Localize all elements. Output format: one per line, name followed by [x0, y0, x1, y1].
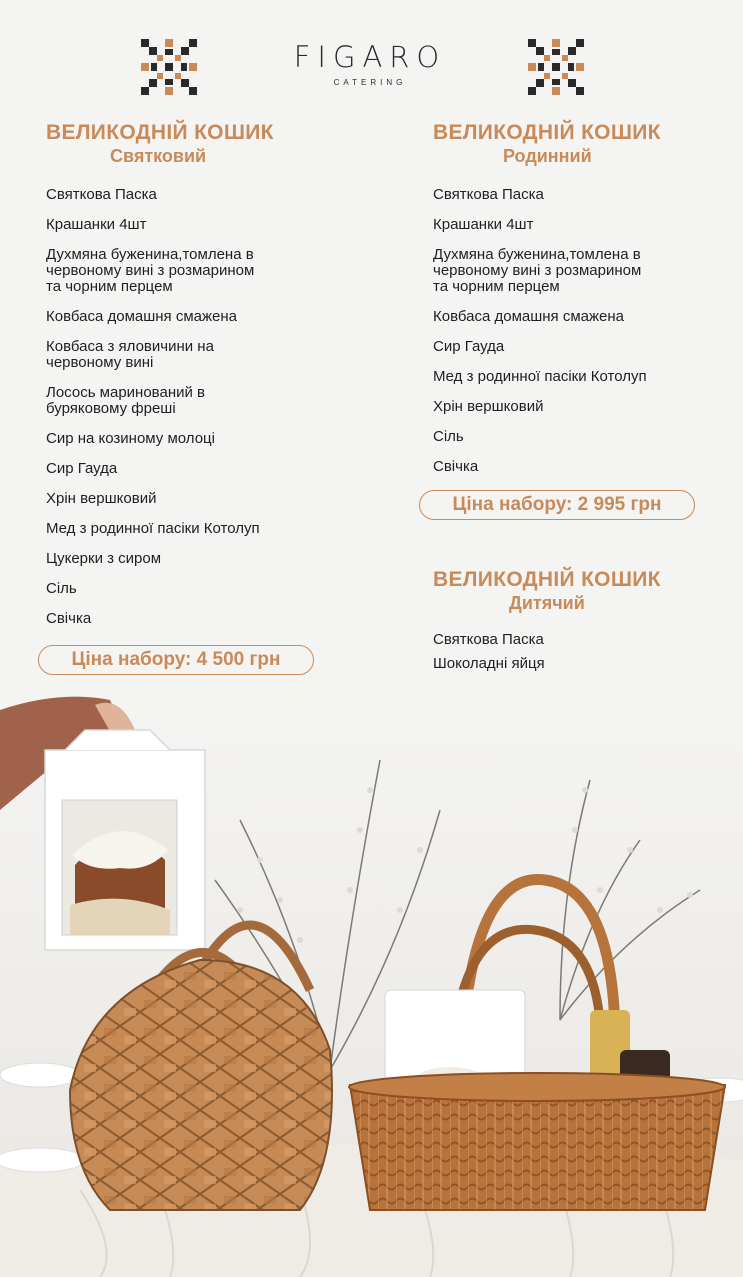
list-item: Хрін вершковий [433, 398, 544, 415]
ornament-icon [139, 37, 199, 97]
brand-subtitle: CATERING [333, 78, 407, 87]
price-badge: Ціна набору: 4 500 грн [38, 645, 314, 675]
list-item: Духмяна буженина,томлена в червоному вині з розмарином та чорним перцем [433, 246, 642, 295]
item-list [433, 187, 733, 475]
list-item: Цукерки з сиром [46, 550, 162, 567]
list-item: Мед з родинної пасіки Котолуп [46, 520, 260, 537]
list-item: Ковбаса домашня смажена [46, 308, 237, 325]
list-item: Шоколадні яйця [433, 655, 545, 672]
item-list [46, 187, 346, 627]
brand-logo [270, 42, 470, 87]
item-list [433, 632, 733, 672]
basket-title: ВЕЛИКОДНІЙ КОШИК [433, 568, 661, 591]
basket-subtitle: Святковий [110, 146, 207, 166]
basket-subtitle: Родинний [503, 146, 592, 166]
basket-title: ВЕЛИКОДНІЙ КОШИК [433, 121, 661, 144]
basket-festive [46, 121, 346, 641]
list-item: Духмяна буженина,томлена в червоному вині з розмарином та чорним перцем [46, 246, 255, 295]
list-item: Свічка [46, 610, 92, 627]
list-item: Сіль [46, 580, 77, 597]
list-item: Сир Гауда [433, 338, 505, 355]
list-item: Ковбаса домашня смажена [433, 308, 624, 325]
ornament-icon [526, 37, 586, 97]
list-item: Свічка [433, 458, 479, 475]
basket-family [433, 121, 733, 489]
basket-subtitle: Дитячий [509, 593, 585, 613]
list-item: Сіль [433, 428, 464, 445]
list-item: Крашанки 4шт [46, 216, 147, 233]
list-item: Святкова Паска [433, 631, 544, 648]
brand-name: FIGARO [293, 40, 447, 74]
list-item: Ковбаса з яловичини на червоному вині [46, 338, 214, 371]
list-item: Крашанки 4шт [433, 216, 534, 233]
price-badge: Ціна набору: 2 995 грн [419, 490, 695, 520]
basket-title: ВЕЛИКОДНІЙ КОШИК [46, 121, 274, 144]
list-item: Лосось маринований в буряковому фреші [46, 384, 206, 417]
basket-kids [433, 568, 733, 680]
list-item: Мед з родинної пасіки Котолуп [433, 368, 647, 385]
list-item: Сир на козиному молоці [46, 430, 215, 447]
list-item: Сир Гауда [46, 460, 118, 477]
basket-photo [0, 690, 743, 1277]
list-item: Хрін вершковий [46, 490, 157, 507]
list-item: Святкова Паска [46, 186, 157, 203]
list-item: Святкова Паска [433, 186, 544, 203]
